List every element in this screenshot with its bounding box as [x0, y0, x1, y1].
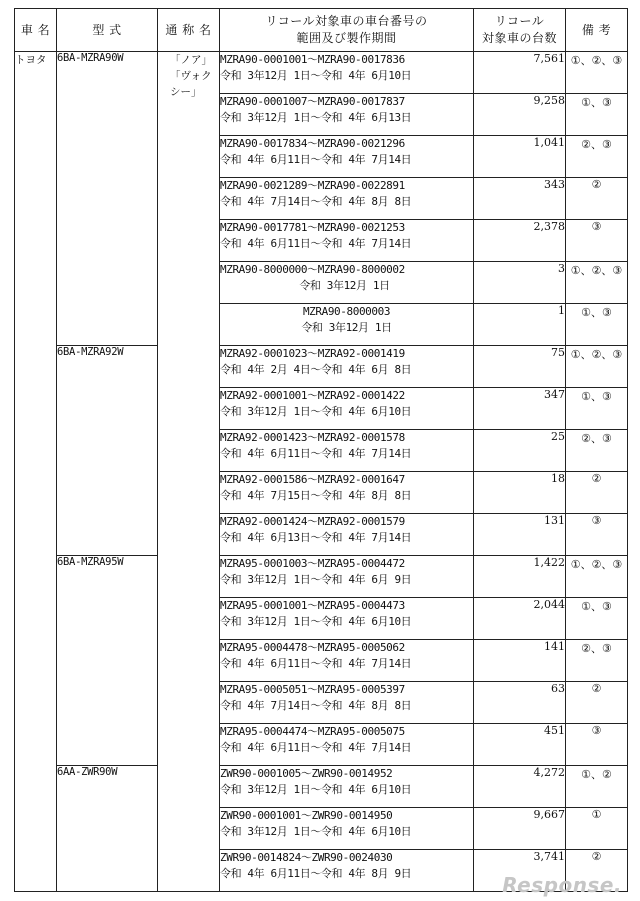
notes-cell: ①、③ [566, 304, 628, 346]
chassis-range: ZWR90-0001001～ZWR90-0014950 [220, 809, 393, 822]
chassis-range: MZRA90-0001001～MZRA90-0017836 [220, 53, 405, 66]
chassis-range: MZRA92-0001586～MZRA92-0001647 [220, 473, 405, 486]
chassis-range: MZRA90-0021289～MZRA90-0022891 [220, 179, 405, 192]
table-row [15, 556, 628, 598]
range-cell [220, 94, 474, 136]
chassis-range: MZRA95-0005051～MZRA95-0005397 [220, 683, 405, 696]
header-count-line2: 対象車の台数 [481, 31, 557, 45]
table-row [15, 346, 628, 388]
production-period: 令和 3年12月 1日 [301, 321, 392, 334]
chassis-range: MZRA92-0001001～MZRA92-0001422 [220, 389, 405, 402]
chassis-range: MZRA92-0001023～MZRA92-0001419 [220, 347, 405, 360]
production-period: 令和 3年12月 1日～令和 4年 6月 9日 [220, 573, 412, 586]
production-period: 令和 3年12月 1日 [299, 279, 390, 292]
range-cell [220, 52, 474, 94]
notes-cell: ② [566, 178, 628, 220]
production-period: 令和 4年 2月 4日～令和 4年 6月 8日 [220, 363, 412, 376]
recall-count: 451 [474, 724, 566, 766]
notes-cell: ② [566, 472, 628, 514]
notes-cell: ③ [566, 220, 628, 262]
maker-cell: トヨタ [15, 52, 57, 892]
common-name-cell [158, 52, 220, 892]
production-period: 令和 4年 6月11日～令和 4年 7月14日 [220, 657, 412, 670]
range-cell [220, 598, 474, 640]
chassis-range: ZWR90-0001005～ZWR90-0014952 [220, 767, 393, 780]
chassis-range: MZRA90-0017834～MZRA90-0021296 [220, 137, 405, 150]
range-cell [220, 304, 474, 346]
notes-cell: ②、③ [566, 430, 628, 472]
recall-count: 131 [474, 514, 566, 556]
header-notes: 備 考 [566, 9, 628, 52]
chassis-range: ZWR90-0014824～ZWR90-0024030 [220, 851, 393, 864]
range-cell [220, 556, 474, 598]
recall-count: 1 [474, 304, 566, 346]
header-row [15, 9, 628, 52]
notes-cell: ①、②、③ [566, 262, 628, 304]
recall-count: 75 [474, 346, 566, 388]
range-cell [220, 178, 474, 220]
recall-count: 1,422 [474, 556, 566, 598]
production-period: 令和 3年12月 1日～令和 4年 6月10日 [220, 615, 412, 628]
notes-cell: ①、③ [566, 94, 628, 136]
chassis-range: MZRA90-8000000～MZRA90-8000002 [220, 263, 405, 276]
recall-count: 7,561 [474, 52, 566, 94]
notes-cell: ①、③ [566, 388, 628, 430]
range-cell [220, 346, 474, 388]
recall-count: 3 [474, 262, 566, 304]
production-period: 令和 4年 6月11日～令和 4年 7月14日 [220, 237, 412, 250]
recall-count: 3,741 [474, 850, 566, 892]
header-range-line1: リコール対象車の車台番号の [265, 14, 428, 28]
common-name: 「ノア」 [170, 54, 212, 66]
table-row [15, 766, 628, 808]
production-period: 令和 4年 7月14日～令和 4年 8月 8日 [220, 195, 412, 208]
header-range-line2: 範囲及び製作期間 [296, 31, 397, 45]
notes-cell: ②、③ [566, 640, 628, 682]
production-period: 令和 3年12月 1日～令和 4年 6月13日 [220, 111, 412, 124]
range-cell [220, 724, 474, 766]
notes-cell: ①、② [566, 766, 628, 808]
chassis-range: MZRA95-0004474～MZRA95-0005075 [220, 725, 405, 738]
notes-cell: ③ [566, 514, 628, 556]
range-cell [220, 808, 474, 850]
range-cell [220, 640, 474, 682]
range-cell [220, 136, 474, 178]
chassis-range: MZRA90-0001007～MZRA90-0017837 [220, 95, 405, 108]
range-cell [220, 262, 474, 304]
common-name: 「ヴォクシー」 [170, 70, 212, 98]
production-period: 令和 3年12月 1日～令和 4年 6月10日 [220, 405, 412, 418]
notes-cell: ② [566, 682, 628, 724]
chassis-range: MZRA95-0001003～MZRA95-0004472 [220, 557, 405, 570]
recall-count: 18 [474, 472, 566, 514]
recall-count: 1,041 [474, 136, 566, 178]
range-cell [220, 220, 474, 262]
production-period: 令和 3年12月 1日～令和 4年 6月10日 [220, 69, 412, 82]
recall-count: 2,378 [474, 220, 566, 262]
chassis-range: MZRA95-0004478～MZRA95-0005062 [220, 641, 405, 654]
recall-count: 4,272 [474, 766, 566, 808]
range-cell [220, 682, 474, 724]
chassis-range: MZRA95-0001001～MZRA95-0004473 [220, 599, 405, 612]
chassis-range: MZRA90-0017781～MZRA90-0021253 [220, 221, 405, 234]
notes-cell: ①、②、③ [566, 346, 628, 388]
header-range [220, 9, 474, 52]
production-period: 令和 4年 6月11日～令和 4年 7月14日 [220, 153, 412, 166]
production-period: 令和 4年 6月11日～令和 4年 7月14日 [220, 447, 412, 460]
notes-cell: ② [566, 850, 628, 892]
recall-count: 343 [474, 178, 566, 220]
header-common-name: 通 称 名 [158, 9, 220, 52]
range-cell [220, 430, 474, 472]
recall-count: 347 [474, 388, 566, 430]
model-cell: 6BA-MZRA95W [57, 556, 158, 766]
recall-count: 9,258 [474, 94, 566, 136]
production-period: 令和 4年 7月15日～令和 4年 8月 8日 [220, 489, 412, 502]
range-cell [220, 514, 474, 556]
production-period: 令和 4年 6月11日～令和 4年 8月 9日 [220, 867, 412, 880]
range-cell [220, 388, 474, 430]
notes-cell: ① [566, 808, 628, 850]
model-cell: 6BA-MZRA90W [57, 52, 158, 346]
notes-cell: ①、②、③ [566, 556, 628, 598]
recall-table-body [15, 52, 628, 892]
model-cell: 6AA-ZWR90W [57, 766, 158, 892]
header-count [474, 9, 566, 52]
model-cell: 6BA-MZRA92W [57, 346, 158, 556]
notes-cell: ②、③ [566, 136, 628, 178]
chassis-range: MZRA90-8000003 [302, 305, 391, 318]
production-period: 令和 3年12月 1日～令和 4年 6月10日 [220, 783, 412, 796]
recall-count: 25 [474, 430, 566, 472]
production-period: 令和 4年 6月11日～令和 4年 7月14日 [220, 741, 412, 754]
header-model: 型 式 [57, 9, 158, 52]
recall-count: 9,667 [474, 808, 566, 850]
notes-cell: ①、②、③ [566, 52, 628, 94]
notes-cell: ①、③ [566, 598, 628, 640]
header-count-line1: リコール [494, 14, 545, 28]
header-maker: 車 名 [15, 9, 57, 52]
recall-count: 141 [474, 640, 566, 682]
response-watermark: Response. [502, 873, 622, 897]
recall-table [14, 8, 628, 892]
production-period: 令和 4年 6月13日～令和 4年 7月14日 [220, 531, 412, 544]
recall-count: 2,044 [474, 598, 566, 640]
table-row [15, 52, 628, 94]
range-cell [220, 766, 474, 808]
chassis-range: MZRA92-0001424～MZRA92-0001579 [220, 515, 405, 528]
recall-count: 63 [474, 682, 566, 724]
production-period: 令和 4年 7月14日～令和 4年 8月 8日 [220, 699, 412, 712]
chassis-range: MZRA92-0001423～MZRA92-0001578 [220, 431, 405, 444]
production-period: 令和 3年12月 1日～令和 4年 6月10日 [220, 825, 412, 838]
range-cell [220, 850, 474, 892]
range-cell [220, 472, 474, 514]
notes-cell: ③ [566, 724, 628, 766]
